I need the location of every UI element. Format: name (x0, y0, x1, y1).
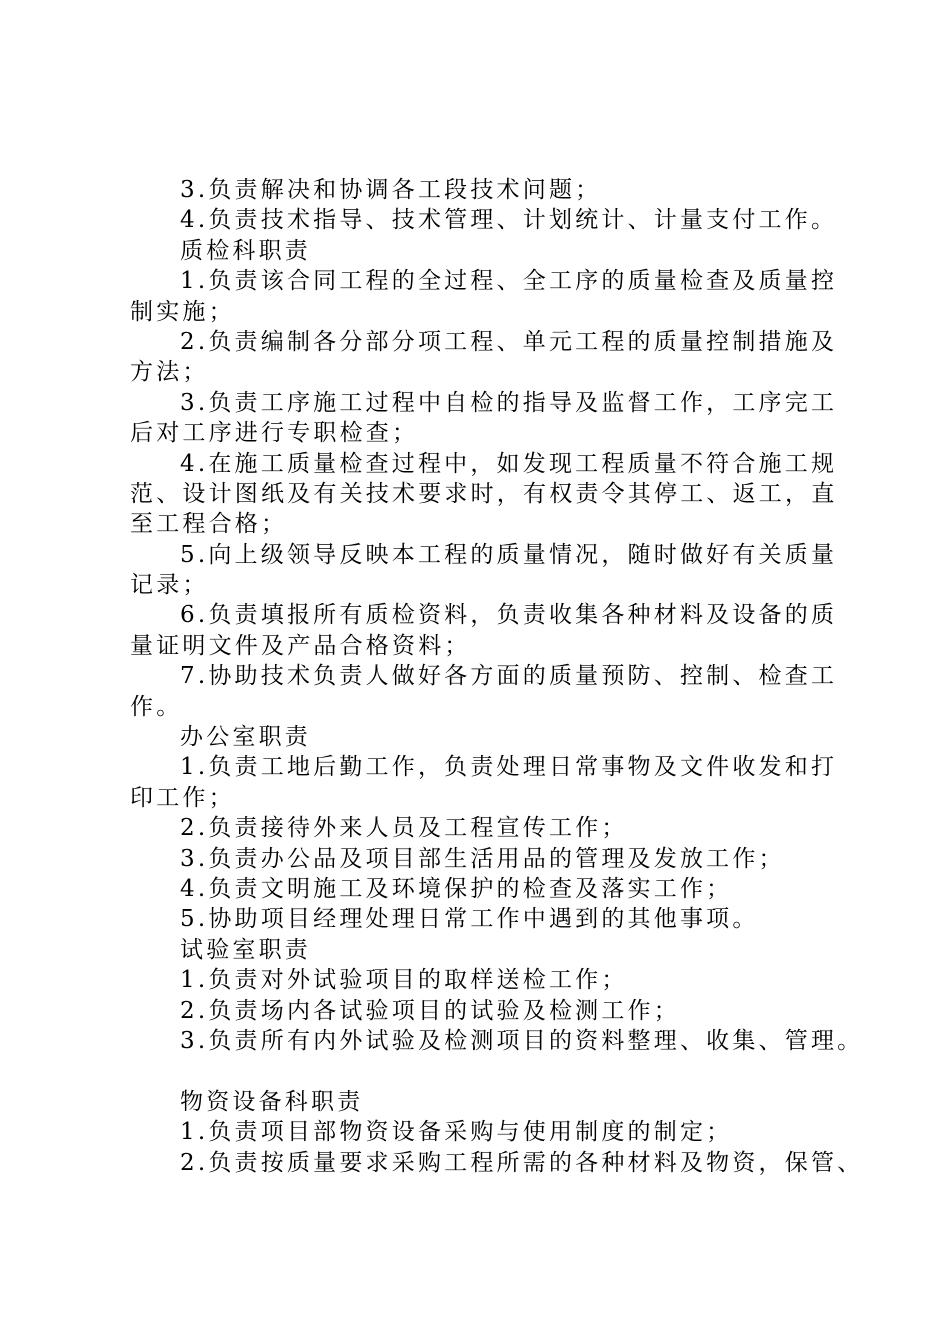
office-item-2: 2.负责接待外来人员及工程宣传工作； (180, 815, 628, 842)
materials-item-2: 2.负责按质量要求采购工程所需的各种材料及物资，保管、 (180, 1149, 864, 1176)
quality-item-4-line-1: 4.在施工质量检查过程中，如发现工程质量不符合施工规 (180, 450, 838, 477)
quality-item-7-line-2: 作。 (130, 693, 183, 720)
quality-item-6-line-1: 6.负责填报所有质检资料，负责收集各种材料及设备的质 (180, 602, 838, 629)
lab-item-3: 3.负责所有内外试验及检测项目的资料整理、收集、管理。 (180, 1027, 864, 1054)
quality-item-4-line-2: 范、设计图纸及有关技术要求时，有权责令其停工、返工，直 (130, 480, 838, 507)
office-item-3: 3.负责办公品及项目部生活用品的管理及发放工作； (180, 845, 785, 872)
quality-item-5-line-1: 5.向上级领导反映本工程的质量情况，随时做好有关质量 (180, 541, 838, 568)
materials-heading: 物资设备科职责 (180, 1088, 364, 1115)
quality-item-3-line-1: 3.负责工序施工过程中自检的指导及监督工作，工序完工 (180, 389, 838, 416)
quality-item-6-line-2: 量证明文件及产品合格资料； (130, 632, 471, 659)
quality-heading: 质检科职责 (180, 237, 311, 264)
quality-item-1-line-2: 制实施； (130, 298, 235, 325)
quality-item-7-line-1: 7.协助技术负责人做好各方面的质量预防、控制、检查工 (180, 663, 838, 690)
quality-item-2-line-2: 方法； (130, 359, 209, 386)
lab-item-2: 2.负责场内各试验项目的试验及检测工作； (180, 997, 680, 1024)
tech-item-3: 3.负责解决和协调各工段技术问题； (180, 177, 602, 203)
office-item-1-line-1: 1.负责工地后勤工作，负责处理日常事物及文件收发和打 (180, 754, 838, 781)
tech-item-4: 4.负责技术指导、技术管理、计划统计、计量支付工作。 (180, 207, 838, 234)
office-heading: 办公室职责 (180, 724, 311, 751)
quality-item-2-line-1: 2.负责编制各分部分项工程、单元工程的质量控制措施及 (180, 328, 838, 355)
office-item-5: 5.协助项目经理处理日常工作中遇到的其他事项。 (180, 906, 759, 933)
quality-item-3-line-2: 后对工序进行专职检查； (130, 420, 419, 447)
quality-item-1-line-1: 1.负责该合同工程的全过程、全工序的质量检查及质量控 (180, 268, 838, 295)
blank-line (130, 1056, 835, 1086)
lab-heading: 试验室职责 (180, 936, 311, 963)
office-item-4: 4.负责文明施工及环境保护的检查及落实工作； (180, 875, 733, 902)
document-body (130, 175, 864, 1178)
materials-item-1: 1.负责项目部物资设备采购与使用制度的制定； (180, 1119, 733, 1146)
lab-item-1: 1.负责对外试验项目的取样送检工作； (180, 967, 628, 994)
quality-item-5-line-2: 记录； (130, 572, 209, 599)
office-item-1-line-2: 印工作； (130, 784, 235, 811)
quality-item-4-line-3: 至工程合格； (130, 511, 288, 538)
